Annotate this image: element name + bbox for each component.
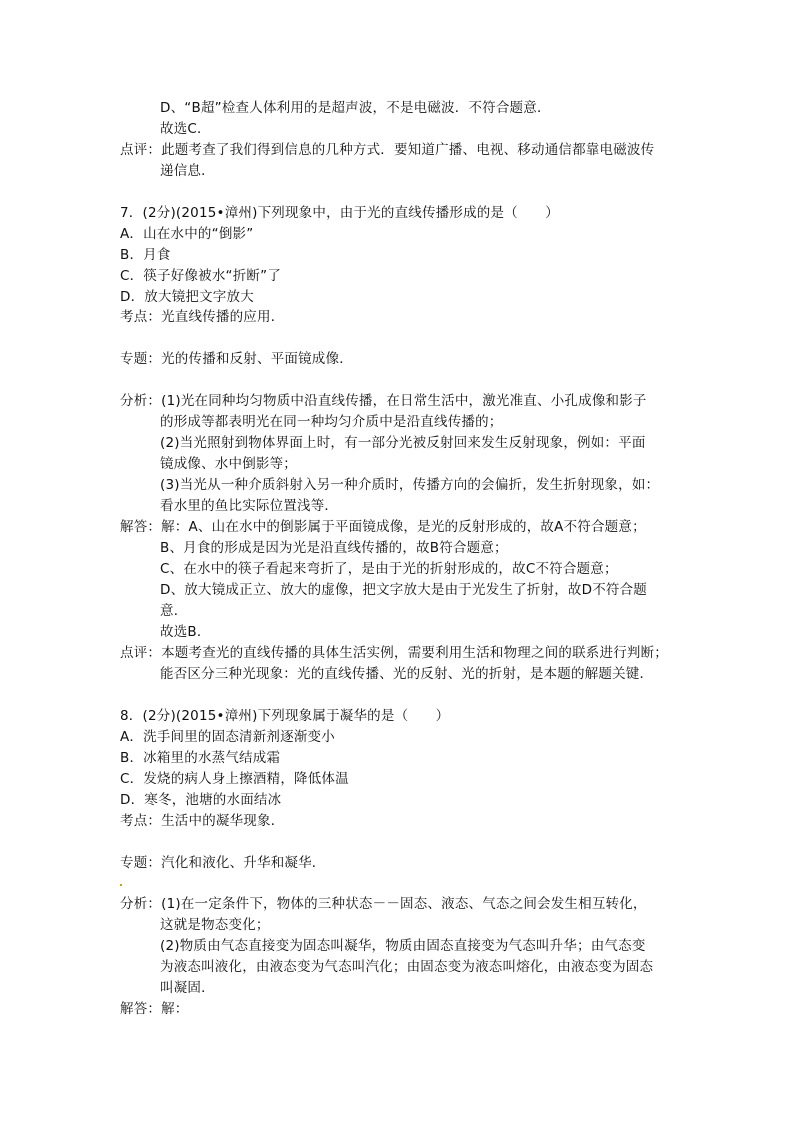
question-8-zhuanti: 专题：汽化和液化、升华和凝华．: [120, 855, 326, 871]
question-7-analysis: 分析：(1)光在同种均匀物质中沿直线传播，在日常生活中，激光准直、小孔成像和影子: [120, 393, 647, 409]
question-8-kaodian: 考点：生活中的凝华现象．: [120, 813, 285, 829]
question-8-option-d: D．寒冬，池塘的水面结冰: [120, 792, 282, 808]
question-8-analysis: 这就是物态变化；: [160, 917, 270, 933]
question-7-analysis: 的形成等都表明光在同一种均匀介质中是沿直线传播的；: [160, 414, 503, 430]
question-7-analysis: 镜成像、水中倒影等；: [160, 456, 297, 472]
question-8-solution: 解答：解：: [120, 1001, 189, 1017]
question-7-zhuanti: 专题：光的传播和反射、平面镜成像．: [120, 351, 353, 367]
stray-mark: [120, 884, 122, 886]
answer-line: 故选C．: [160, 121, 211, 137]
question-7-kaodian: 考点：光直线传播的应用．: [120, 309, 285, 325]
question-8-option-c: C．发烧的病人身上擦酒精，降低体温: [120, 771, 349, 787]
question-7-analysis: 看水里的鱼比实际位置浅等．: [160, 498, 339, 514]
question-7-analysis: (2)当光照射到物体界面上时，有一部分光被反射回来发生反射现象，例如：平面: [160, 435, 646, 451]
question-7-solution: D、放大镜成正立、放大的虚像，把文字放大是由于光发生了折射，故D不符合题: [160, 582, 647, 598]
question-7-comment: 点评：本题考查光的直线传播的具体生活实例，需要利用生活和物理之间的联系进行判断；: [120, 645, 668, 661]
question-8-analysis: 分析：(1)在一定条件下，物体的三种状态－－固态、液态、气态之间会发生相互转化，: [120, 896, 647, 912]
question-8-analysis: 为液态叫液化，由液态变为气态叫汽化；由固态变为液态叫熔化，由液态变为固态: [160, 959, 654, 975]
question-7-solution: 解答：解：A、山在水中的倒影属于平面镜成像，是光的反射形成的，故A不符合题意；: [120, 519, 646, 535]
question-8-option-a: A．洗手间里的固态清新剂逐渐变小: [120, 729, 335, 745]
question-7-solution: 故选B．: [160, 624, 211, 640]
question-7-solution: C、在水中的筷子看起来弯折了，是由于光的折射形成的，故C不符合题意；: [160, 561, 618, 577]
option-d-explanation: D、“B超”检查人体利用的是超声波，不是电磁波．不符合题意．: [160, 100, 551, 116]
comment-line: 点评：此题考查了我们得到信息的几种方式．要知道广播、电视、移动通信都靠电磁波传: [120, 142, 655, 158]
question-7-comment: 能否区分三种光现象：光的直线传播、光的反射、光的折射，是本题的解题关键．: [160, 666, 654, 682]
question-7-analysis: (3)当光从一种介质斜射入另一种介质时，传播方向的会偏折，发生折射现象，如：: [160, 477, 660, 493]
question-8-analysis: 叫凝固．: [160, 980, 215, 996]
question-8-analysis: (2)物质由气态直接变为固态叫凝华，物质由固态直接变为气态叫升华；由气态变: [160, 938, 646, 954]
question-7-solution: 意．: [160, 603, 188, 619]
comment-line: 递信息．: [160, 163, 215, 179]
question-7-option-d: D．放大镜把文字放大: [120, 289, 254, 305]
question-7-stem: 7．(2分)(2015•漳州)下列现象中，由于光的直线传播形成的是（ ）: [120, 205, 559, 221]
question-7-option-c: C．筷子好像被水“折断”了: [120, 268, 282, 284]
question-7-option-b: B．月食: [120, 247, 171, 263]
question-7-solution: B、月食的形成是因为光是沿直线传播的，故B符合题意；: [160, 540, 508, 556]
question-7-option-a: A．山在水中的“倒影”: [120, 226, 254, 242]
question-8-option-b: B．冰箱里的水蒸气结成霜: [120, 750, 281, 766]
question-8-stem: 8．(2分)(2015•漳州)下列现象属于凝华的是（ ）: [120, 708, 450, 724]
